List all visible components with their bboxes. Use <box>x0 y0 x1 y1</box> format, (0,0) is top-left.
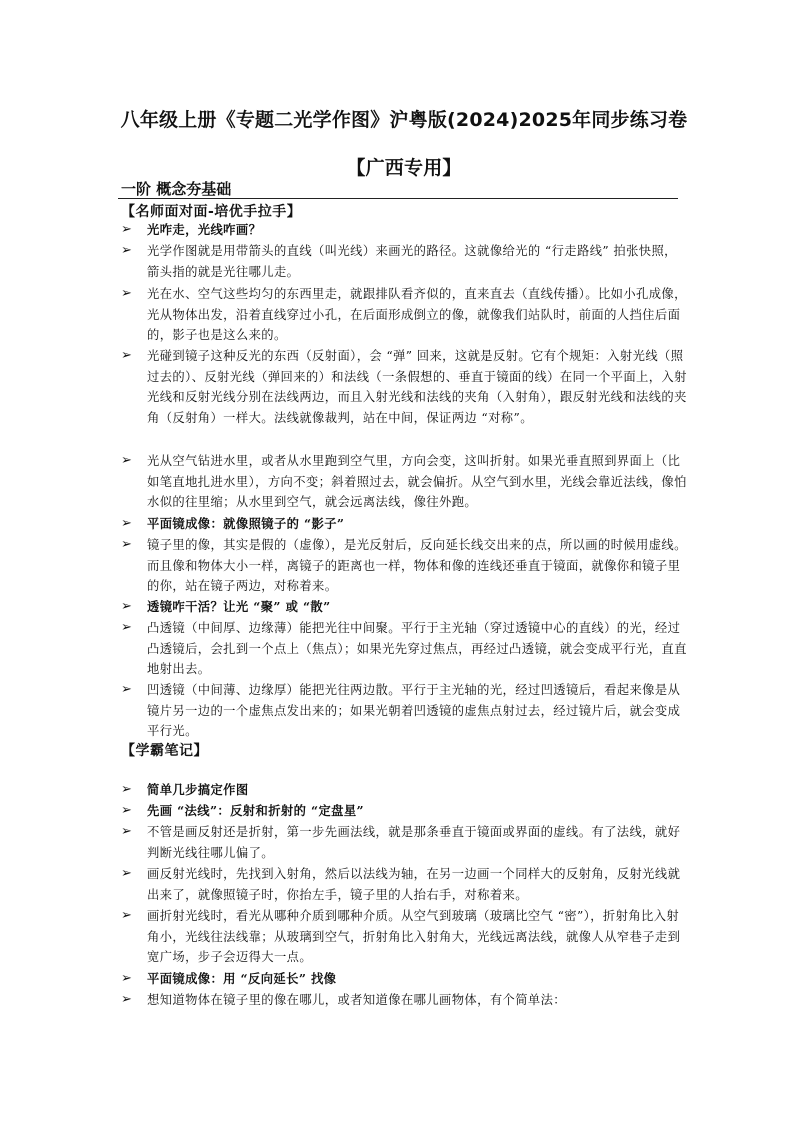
list-item-text: 不管是画反射还是折射，第一步先画法线，就是那条垂直于镜面或界面的虚线。有了法线，就好判断光线往哪儿偏了。 <box>147 825 681 860</box>
list-item-text: 画反射光线时，先找到入射角，然后以法线为轴，在另一边画一个同样大的反射角，反射光线就出来了，就像照镜子时，你抬左手，镜子里的人抬右手，对称着来。 <box>147 867 681 902</box>
list-item <box>121 864 687 905</box>
subheading-teacher: 【名师面对面-培优手拉手】 <box>121 204 302 220</box>
list-item-text: 平面镜成像：用 “反向延长” 找像 <box>147 971 337 986</box>
list-item <box>121 597 687 618</box>
list-item <box>121 618 687 680</box>
section-divider <box>118 198 678 199</box>
list-item <box>121 969 687 990</box>
list-item-text: 光在水、空气这些均匀的东西里走，就跟排队看齐似的，直来直去（直线传播）。比如小孔成像，光从物体出发，沿着直线穿过小孔，在后面形成倒立的像，就像我们站队时，前面的人挡住后面的，影子也是这么来的。 <box>147 287 687 343</box>
list-item <box>121 514 687 535</box>
arrow-bullet-icon: ➢ <box>121 782 132 797</box>
list-item <box>121 990 687 1011</box>
list-item <box>121 680 687 742</box>
arrow-bullet-icon: ➢ <box>121 286 132 301</box>
arrow-bullet-icon: ➢ <box>121 537 132 552</box>
list-item-text: 透镜咋干活？让光 “聚” 或 “散” <box>147 599 331 614</box>
arrow-bullet-icon: ➢ <box>121 599 132 614</box>
list-item-text: 光从空气钻进水里，或者从水里跑到空气里，方向会变，这叫折射。如果光垂直照到界面上（比如笔直地扎进水里），方向不变；斜着照过去，就会偏折。从空气到水里，光线会靠近法线，像怕水似的往里缩；从水里到空气，就会远离法线，像往外跑。 <box>147 454 687 510</box>
arrow-bullet-icon: ➢ <box>121 866 132 881</box>
list-item <box>121 346 687 428</box>
list-item-text: 凹透镜（中间薄、边缘厚）能把光往两边散。平行于主光轴的光，经过凹透镜后，看起来像是从镜片另一边的一个虚焦点发出来的；如果光朝着凹透镜的虚焦点射过去，经过镜片后，就会变成平行光。 <box>147 683 681 739</box>
arrow-bullet-icon: ➢ <box>121 682 132 697</box>
list-item-text: 先画 “法线”：反射和折射的 “定盘星” <box>147 803 365 818</box>
arrow-bullet-icon: ➢ <box>121 971 132 986</box>
list-item <box>121 822 687 863</box>
arrow-bullet-icon: ➢ <box>121 908 132 923</box>
arrow-bullet-icon: ➢ <box>121 992 132 1007</box>
document-title: 八年级上册《专题二光学作图》沪粤版(2024)2025年同步练习卷【广西专用】 <box>120 109 688 179</box>
arrow-bullet-icon: ➢ <box>121 516 132 531</box>
arrow-bullet-icon: ➢ <box>121 222 132 237</box>
list-item-text: 光学作图就是用带箭头的直线（叫光线）来画光的路径。这就像给光的 “行走路线” 拍张快照，箭头指的就是光往哪儿走。 <box>147 244 677 279</box>
list-item-text: 平面镜成像：就像照镜子的 “影子” <box>147 516 345 531</box>
list-item-text: 简单几步搞定作图 <box>147 782 249 797</box>
subheading-notes: 【学霸笔记】 <box>121 743 208 759</box>
list-item-text: 光碰到镜子这种反光的东西（反射面），会 “弹” 回来，这就是反射。它有个规矩：入射光线（照过去的）、反射光线（弹回来的）和法线（一条假想的、垂直于镜面的线）在同一个平面上，入射光线和反射光线分别在法线两边，而且入射光线和法线的夹角（入射角），跟反射光线和法线的夹角（反射角）一样大。法线就像裁判，站在中间，保证两边 “对称”。 <box>147 349 687 425</box>
section-heading: 一阶 概念夯基础 <box>121 180 232 198</box>
arrow-bullet-icon: ➢ <box>121 803 132 818</box>
arrow-bullet-icon: ➢ <box>121 243 132 258</box>
list-item <box>121 451 687 513</box>
list-item-text: 画折射光线时，看光从哪种介质到哪种介质。从空气到玻璃（玻璃比空气 “密”），折射角比入射角小，光线往法线靠；从玻璃到空气，折射角比入射角大，光线远离法线，就像人从窄巷子走到宽广场，步子会迈得大一点。 <box>147 909 681 965</box>
arrow-bullet-icon: ➢ <box>121 620 132 635</box>
list-item <box>121 906 687 968</box>
list-item <box>121 284 687 346</box>
list-item-text: 光咋走，光线咋画？ <box>147 222 262 237</box>
list-item-text: 凸透镜（中间厚、边缘薄）能把光往中间聚。平行于主光轴（穿过透镜中心的直线）的光，经过凸透镜后，会扎到一个点上（焦点）；如果光先穿过焦点，再经过凸透镜，就会变成平行光，直直地射出去。 <box>147 621 687 677</box>
list-item-text: 想知道物体在镜子里的像在哪儿，或者知道像在哪儿画物体，有个简单法： <box>147 993 566 1007</box>
list-item <box>121 535 687 597</box>
list-item <box>121 780 687 801</box>
list-item <box>121 241 687 282</box>
list-item <box>121 220 687 241</box>
arrow-bullet-icon: ➢ <box>121 453 132 468</box>
arrow-bullet-icon: ➢ <box>121 348 132 363</box>
arrow-bullet-icon: ➢ <box>121 824 132 839</box>
list-item-text: 镜子里的像，其实是假的（虚像），是光反射后，反向延长线交出来的点，所以画的时候用虚线。而且像和物体大小一样，离镜子的距离也一样，物体和像的连线还垂直于镜面，就像你和镜子里的你，站在镜子两边，对称着来。 <box>147 538 687 594</box>
list-item <box>121 801 687 822</box>
